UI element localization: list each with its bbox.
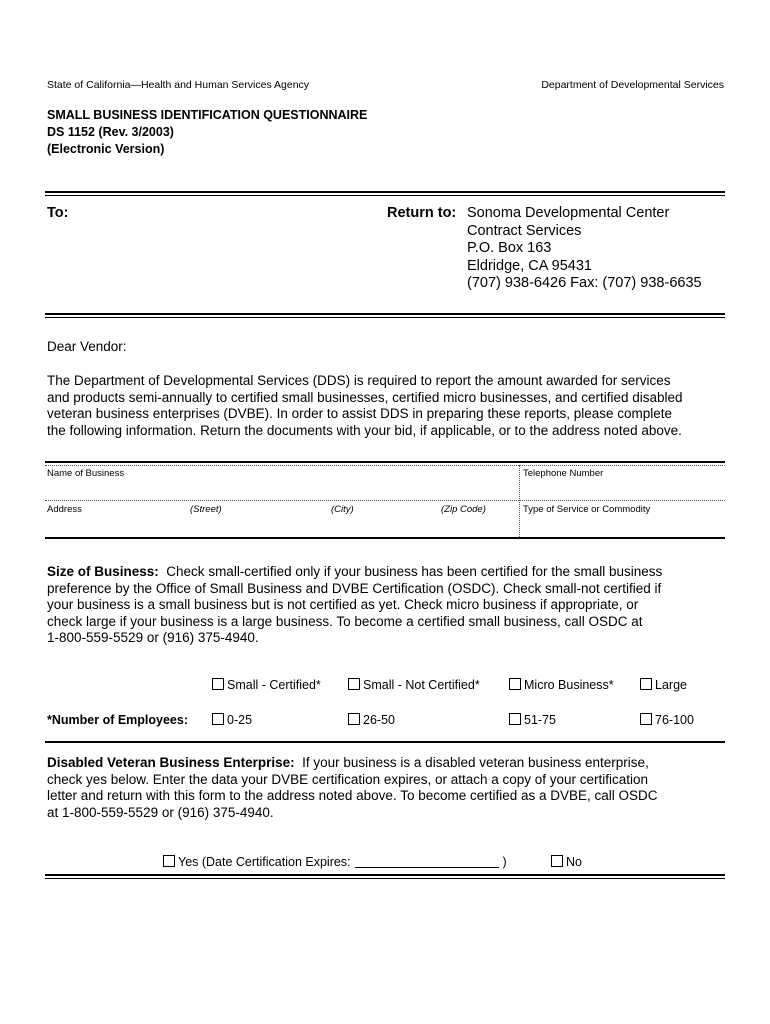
return-address [467, 205, 702, 293]
size-heading: Size of Business: [47, 564, 159, 579]
zip-label: (Zip Code) [441, 504, 486, 515]
expiration-date-field[interactable] [355, 856, 499, 868]
divider [45, 741, 725, 743]
option-large[interactable] [640, 678, 687, 692]
agency-name: State of California—Health and Human Services Agency [47, 79, 310, 91]
dvbe-text [47, 755, 727, 821]
letter-line: and products semi-annually to certified small businesses, certified micro businesses, and certified disabled [47, 389, 683, 405]
letter-line: The Department of Developmental Services (DDS) is required to report the amount awarded for services [47, 373, 671, 388]
option-small-certified[interactable] [212, 678, 321, 692]
employees-0-25[interactable] [212, 713, 252, 727]
divider [45, 874, 725, 876]
dvbe-no-option[interactable] [551, 855, 582, 869]
yes-label: Yes (Date Certification Expires: [178, 855, 351, 869]
checkbox[interactable] [212, 678, 224, 690]
divider [45, 191, 725, 193]
checkbox[interactable] [509, 678, 521, 690]
form-number: DS 1152 (Rev. 3/2003) [47, 125, 174, 139]
option-micro-business[interactable] [509, 678, 614, 692]
size-line: your business is a small business but is not certified as yet. Check micro business if appropriate, or [47, 597, 639, 612]
divider [45, 195, 725, 196]
range-label: 0-25 [227, 713, 253, 727]
address-field[interactable]: Address [47, 504, 82, 515]
divider [45, 461, 725, 463]
employees-51-75[interactable] [509, 713, 556, 727]
range-label: 26-50 [363, 713, 395, 727]
telephone-field[interactable]: Telephone Number [523, 468, 604, 479]
size-line: check large if your business is a large business. To become a certified small business, call OSDC at [47, 613, 643, 629]
yes-close: ) [502, 855, 507, 869]
return-address-line: Contract Services [467, 222, 582, 239]
checkbox[interactable] [348, 678, 360, 690]
employees-label: *Number of Employees: [47, 713, 189, 727]
option-label: Small - Not Certified* [363, 678, 480, 692]
employees-76-100[interactable] [640, 713, 694, 727]
salutation: Dear Vendor: [47, 339, 127, 354]
divider [45, 317, 725, 318]
street-label: (Street) [190, 504, 222, 515]
checkbox[interactable] [348, 713, 360, 725]
return-address-line: Sonoma Developmental Center [467, 205, 670, 221]
size-of-business-text [47, 564, 727, 647]
divider [45, 537, 725, 539]
dvbe-yes-option[interactable] [163, 855, 507, 869]
return-address-line: (707) 938-6426 Fax: (707) 938-6635 [467, 275, 702, 291]
option-small-not-certified[interactable] [348, 678, 480, 692]
form-version: (Electronic Version) [47, 142, 165, 156]
checkbox[interactable] [509, 713, 521, 725]
divider [45, 313, 725, 315]
column-divider [519, 465, 520, 537]
checkbox[interactable] [212, 713, 224, 725]
dvbe-line: at 1-800-559-5529 or (916) 375-4940. [47, 804, 274, 820]
return-address-line: P.O. Box 163 [467, 240, 552, 256]
form-title: SMALL BUSINESS IDENTIFICATION QUESTIONNAIRE [47, 108, 368, 122]
dvbe-heading: Disabled Veteran Business Enterprise: [47, 755, 295, 770]
return-address-line: Eldridge, CA 95431 [467, 257, 592, 274]
size-line: 1-800-559-5529 or (916) 375-4940. [47, 630, 259, 645]
employees-26-50[interactable] [348, 713, 395, 727]
size-line: preference by the Office of Small Business and DVBE Certification (OSDC). Check small-not certified if [47, 580, 662, 596]
no-label: No [566, 855, 582, 869]
checkbox[interactable] [640, 713, 652, 725]
return-to-label: Return to: [387, 205, 457, 221]
option-label: Large [655, 678, 687, 692]
checkbox[interactable] [163, 855, 175, 867]
dvbe-line: letter and return with this form to the address noted above. To become certified as a DVBE, call OSDC [47, 788, 658, 803]
dvbe-line: If your business is a disabled veteran business enterprise, [302, 755, 649, 770]
letter-line: veteran business enterprises (DVBE). In order to assist DDS in preparing these reports, please complete [47, 406, 673, 421]
checkbox[interactable] [640, 678, 652, 690]
city-label: (City) [331, 504, 354, 515]
divider [45, 500, 725, 501]
range-label: 51-75 [524, 713, 556, 727]
letter-line: the following information. Return the documents with your bid, if applicable, or to the address noted above. [47, 422, 682, 438]
range-label: 76-100 [655, 713, 694, 727]
size-line: Check small-certified only if your business has been certified for the small business [166, 564, 663, 579]
dvbe-line: check yes below. Enter the data your DVBE certification expires, or attach a copy of your certification [47, 771, 649, 787]
department-name: Department of Developmental Services [541, 79, 724, 91]
type-of-service-field[interactable]: Type of Service or Commodity [523, 504, 651, 515]
option-label: Small - Certified* [227, 678, 321, 692]
option-label: Micro Business* [524, 678, 614, 692]
divider [45, 878, 725, 879]
letter-body [47, 373, 727, 439]
name-of-business-field[interactable]: Name of Business [47, 468, 125, 479]
checkbox[interactable] [551, 855, 563, 867]
divider [45, 465, 725, 466]
to-label: To: [47, 205, 69, 221]
